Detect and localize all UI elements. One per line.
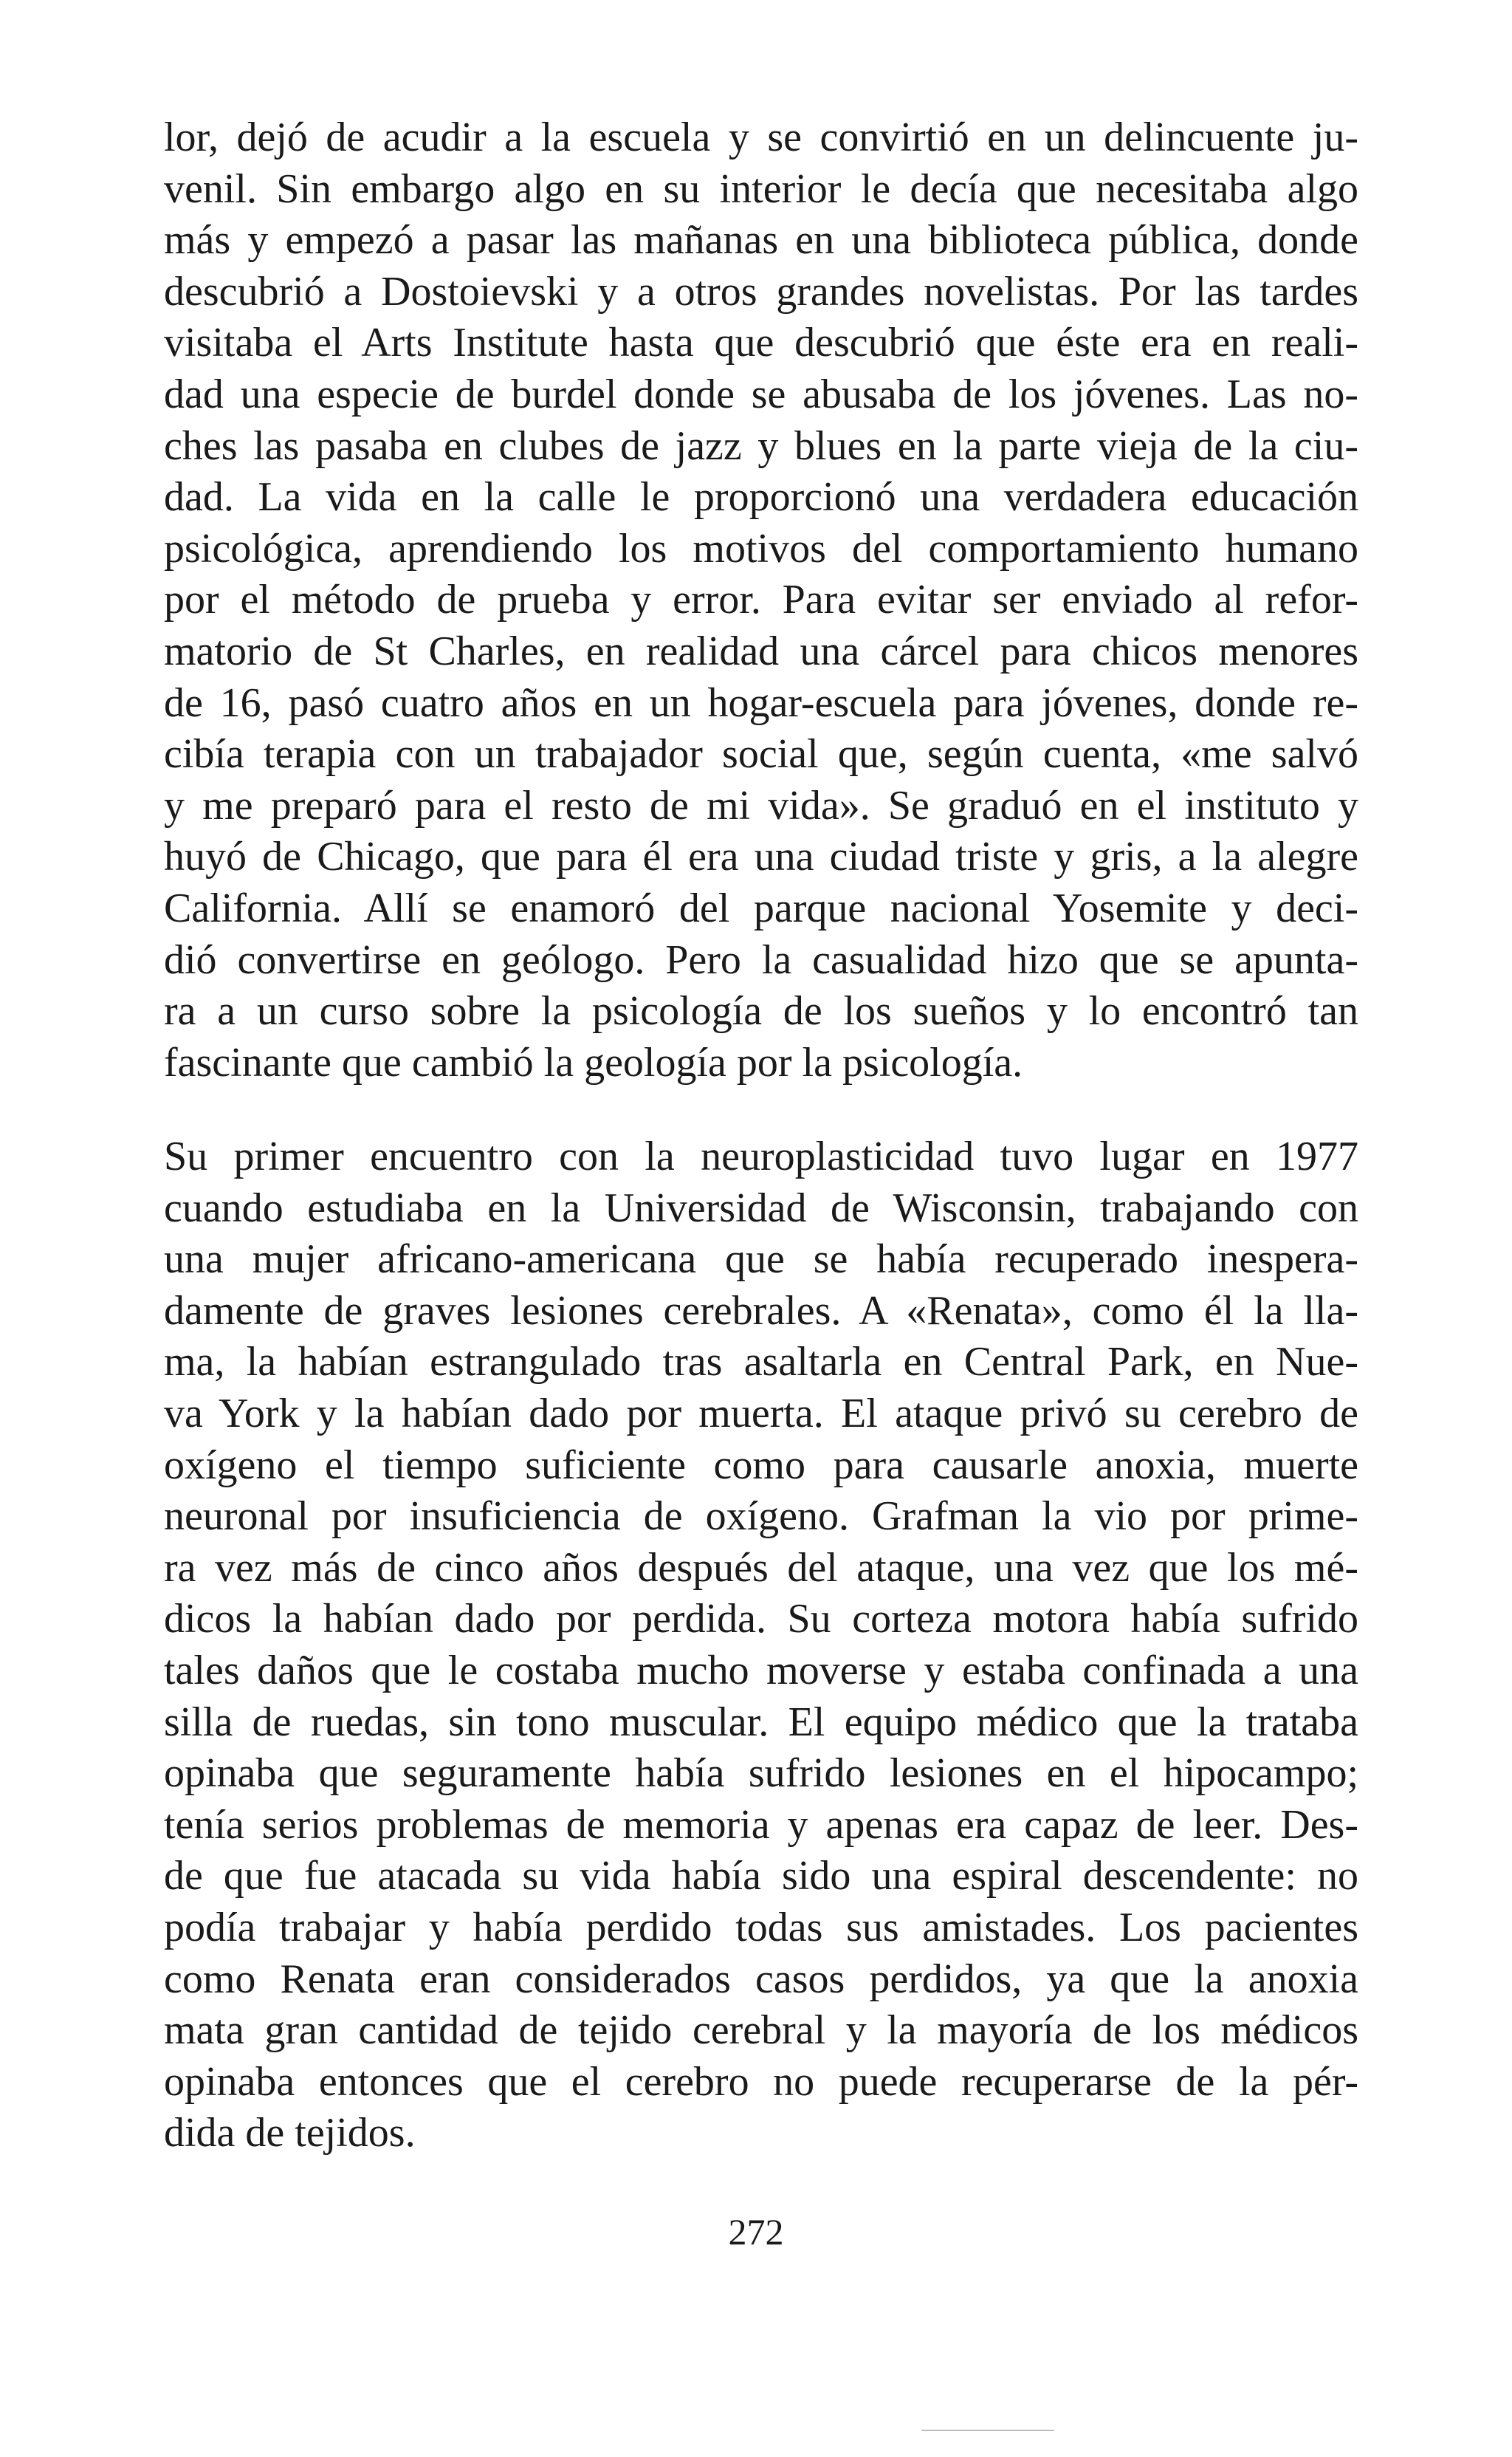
text-line: más y empezó a pasar las mañanas en una biblioteca pública, donde — [164, 217, 1358, 264]
text-line: por el método de prueba y error. Para evitar ser enviado al refor- — [164, 577, 1358, 623]
text-line: dicos la habían dado por perdida. Su corteza motora había sufrido — [164, 1596, 1358, 1642]
text-line: ches las pasaba en clubes de jazz y blues en la parte vieja de la ciu- — [164, 422, 1358, 469]
paragraph-2 — [164, 1131, 1358, 2159]
text-line: ra vez más de cinco años después del ataque, una vez que los mé- — [164, 1544, 1358, 1591]
text-line: cibía terapia con un trabajador social que, según cuenta, «me salvó — [164, 731, 1358, 778]
text-line: podía trabajar y había perdido todas sus amistades. Los pacientes — [164, 1904, 1358, 1950]
text-line: oxígeno el tiempo suficiente como para causarle anoxia, muerte — [164, 1442, 1358, 1488]
text-line: opinaba entonces que el cerebro no puede recuperarse de la pér- — [164, 2058, 1358, 2105]
text-line: ma, la habían estrangulado tras asaltarla en Central Park, en Nue- — [164, 1339, 1358, 1385]
text-line: fascinante que cambió la geología por la psicología. — [164, 1039, 1023, 1086]
text-line: matorio de St Charles, en realidad una cárcel para chicos menores — [164, 628, 1358, 674]
text-line: va York y la habían dado por muerta. El ataque privó su cerebro de — [164, 1390, 1358, 1436]
text-line: dad una especie de burdel donde se abusaba de los jóvenes. Las no- — [164, 371, 1358, 417]
text-line: opinaba que seguramente había sufrido lesiones en el hipocampo; — [164, 1750, 1358, 1797]
text-line: una mujer africano-americana que se había recuperado inespera- — [164, 1236, 1358, 1283]
text-line: dió convertirse en geólogo. Pero la casualidad hizo que se apunta- — [164, 936, 1358, 983]
text-line: dida de tejidos. — [164, 2110, 416, 2156]
paragraph-1 — [164, 112, 1358, 1089]
text-line: tales daños que le costaba mucho moverse y estaba confinada a una — [164, 1647, 1358, 1693]
text-line: damente de graves lesiones cerebrales. A «Renata», como él la lla- — [164, 1287, 1358, 1334]
text-line: California. Allí se enamoró del parque nacional Yosemite y deci- — [164, 885, 1358, 931]
text-line: cuando estudiaba en la Universidad de Wisconsin, trabajando con — [164, 1185, 1358, 1231]
text-line: como Renata eran considerados casos perdidos, ya que la anoxia — [164, 1956, 1358, 2002]
text-line: ra a un curso sobre la psicología de los sueños y lo encontró tan — [164, 988, 1358, 1035]
text-line: lor, dejó de acudir a la escuela y se convirtió en un delincuente ju- — [164, 114, 1358, 160]
text-line: tenía serios problemas de memoria y apenas era capaz de leer. Des- — [164, 1801, 1358, 1848]
text-line: visitaba el Arts Institute hasta que descubrió que éste era en reali- — [164, 320, 1358, 366]
text-line: y me preparó para el resto de mi vida». Se graduó en el instituto y — [164, 782, 1358, 829]
text-line: neuronal por insuficiencia de oxígeno. Grafman la vio por prime- — [164, 1493, 1358, 1540]
text-line: dad. La vida en la calle le proporcionó una verdadera educación — [164, 474, 1358, 521]
text-line: silla de ruedas, sin tono muscular. El equipo médico que la trataba — [164, 1699, 1358, 1745]
page-number: 272 — [728, 2211, 784, 2252]
text-line: Su primer encuentro con la neuroplasticidad tuvo lugar en 1977 — [164, 1134, 1358, 1179]
text-line: de que fue atacada su vida había sido una espiral descendente: no — [164, 1853, 1358, 1899]
scan-artifact-line — [921, 2430, 1054, 2431]
text-line: descubrió a Dostoievski y a otros grandes novelistas. Por las tardes — [164, 268, 1358, 315]
text-line: huyó de Chicago, que para él era una ciudad triste y gris, a la alegre — [164, 834, 1358, 880]
text-line: psicológica, aprendiendo los motivos del comportamiento humano — [164, 525, 1358, 572]
text-line: de 16, pasó cuatro años en un hogar-escuela para jóvenes, donde re- — [164, 679, 1358, 726]
text-line: mata gran cantidad de tejido cerebral y la mayoría de los médicos — [164, 2007, 1358, 2054]
text-line: venil. Sin embargo algo en su interior le decía que necesitaba algo — [164, 165, 1358, 212]
